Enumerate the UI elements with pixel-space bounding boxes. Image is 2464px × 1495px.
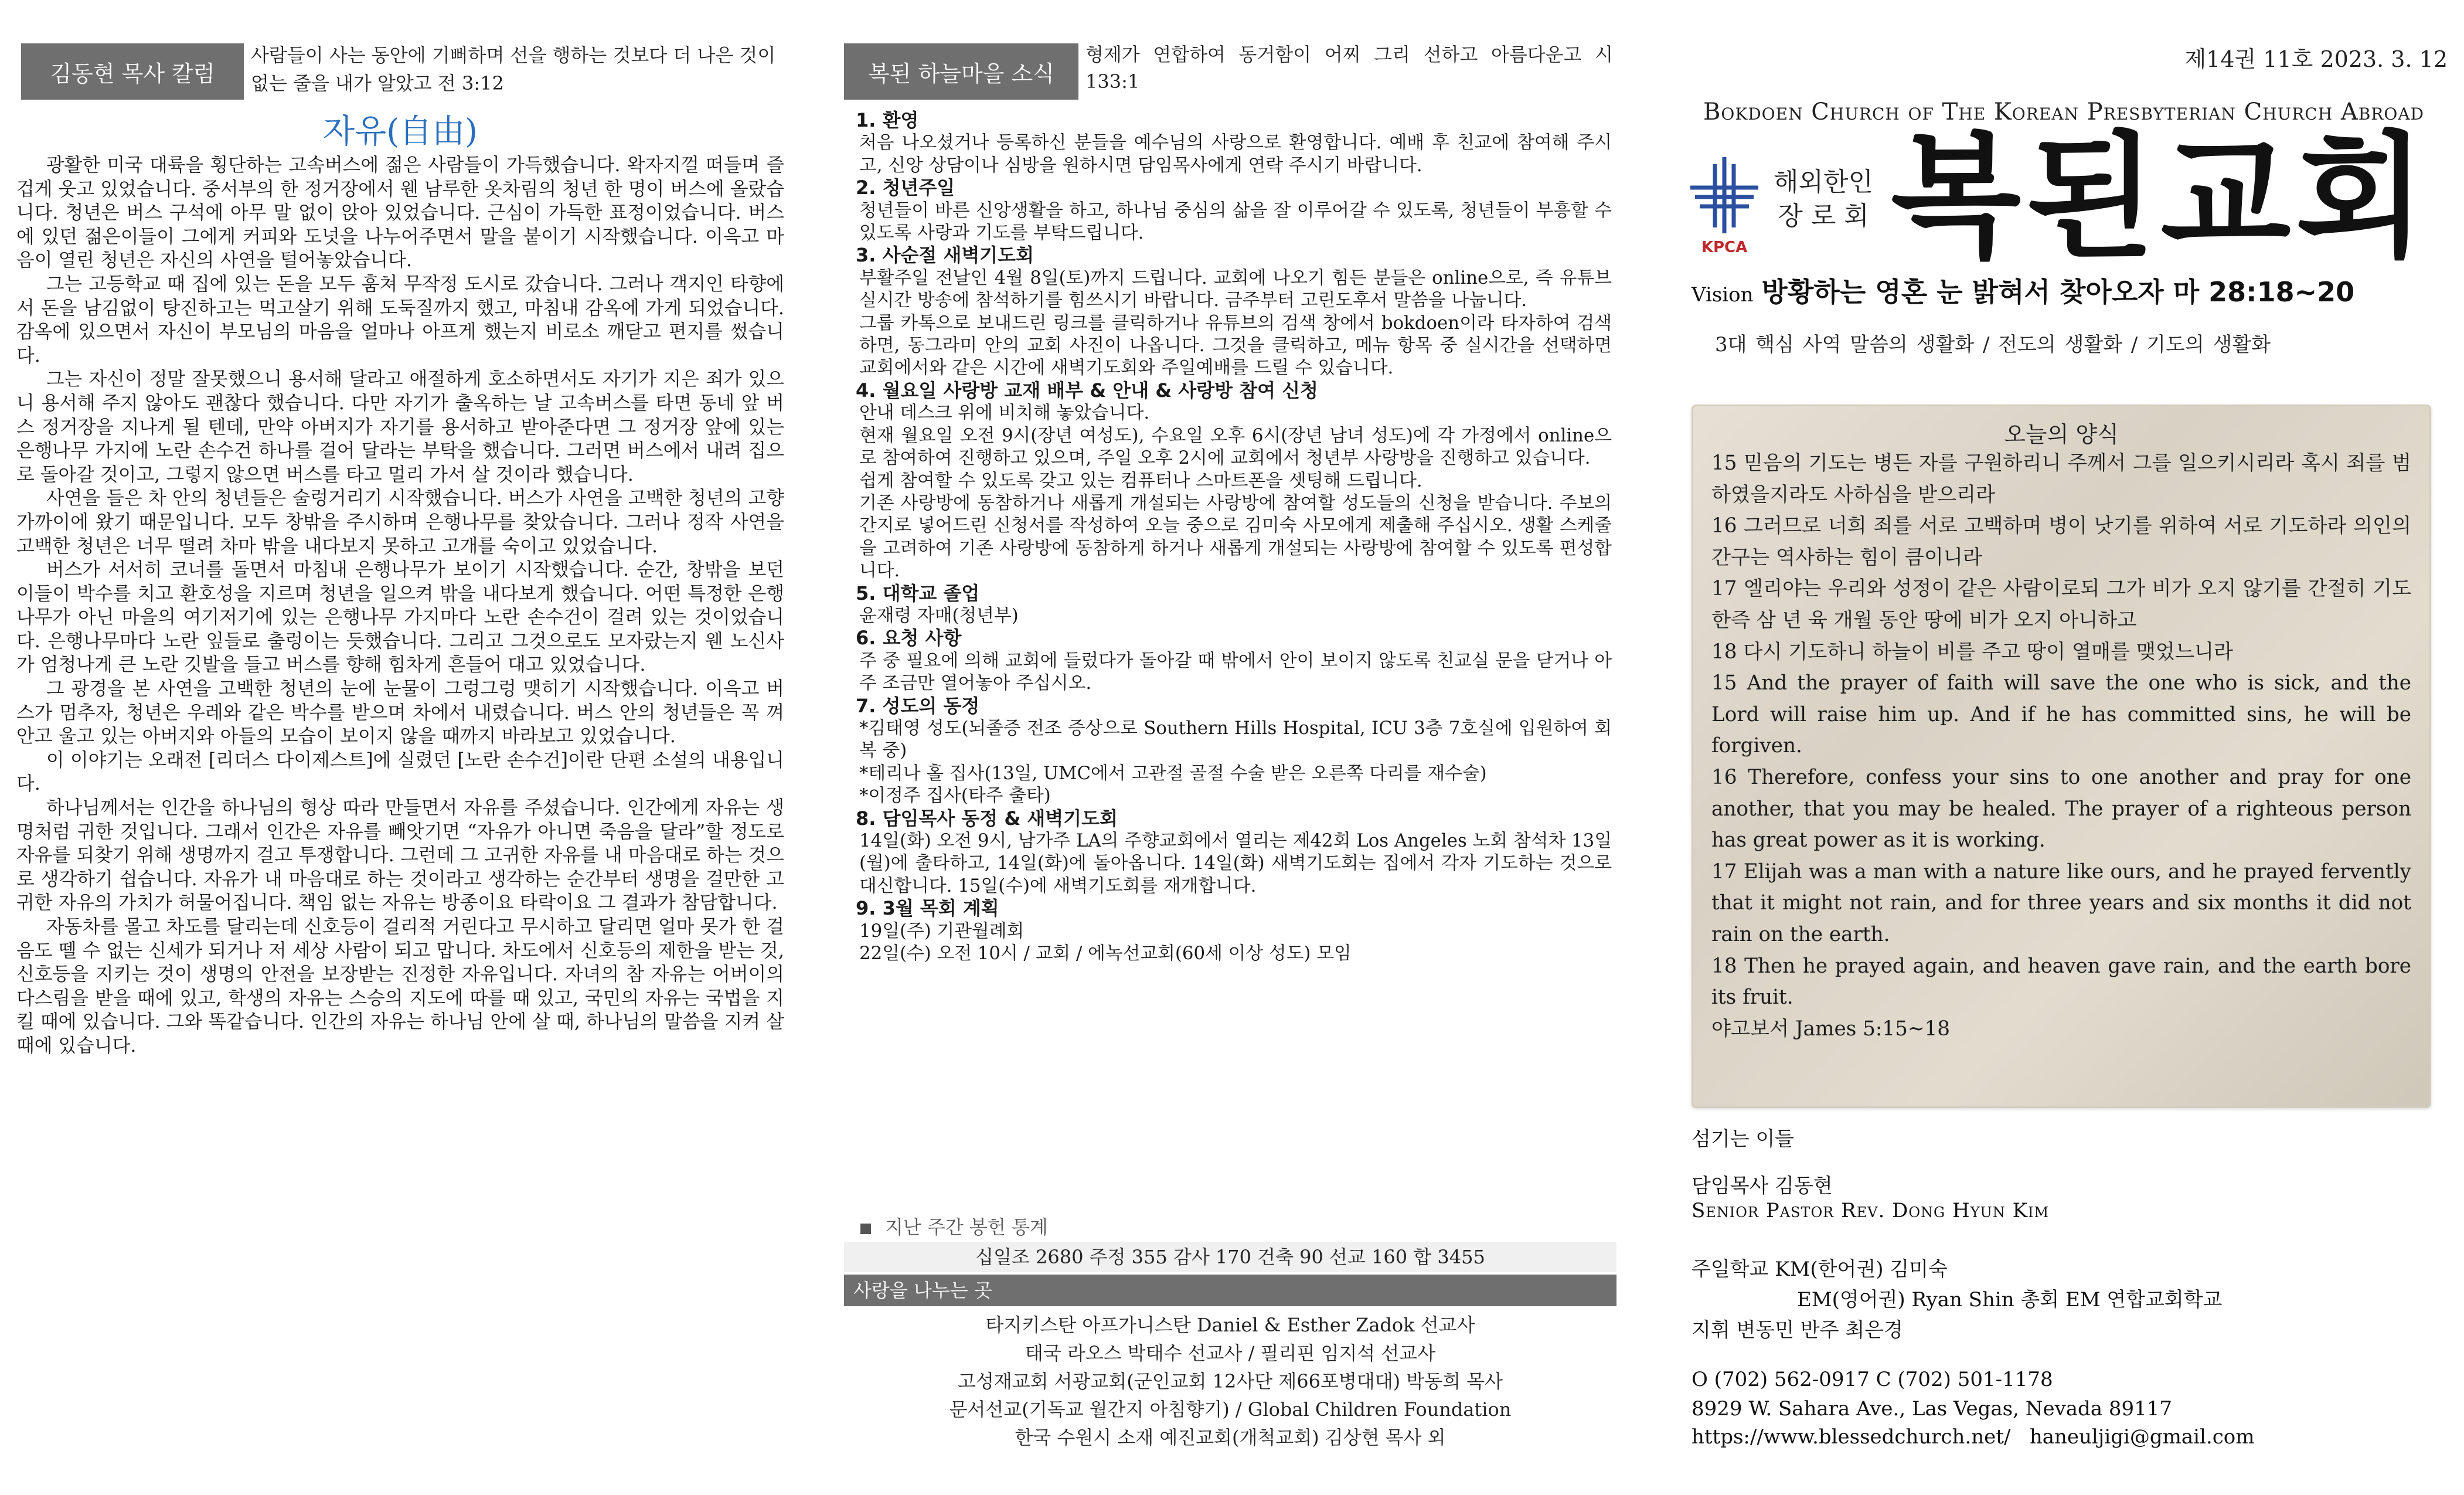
news-quote: 형제가 연합하여 동거함이 어찌 그리 선하고 아름다운고 시 133:1 — [1085, 43, 1613, 93]
verse: 15 And the prayer of faith will save the one who is sick, and the Lord will raise him up. And if he has committed sins, he will be forgiven. — [1711, 671, 2411, 758]
denomination-line: 해외한인 — [1774, 167, 1874, 197]
news-item-graduation — [856, 582, 1612, 627]
verse: 16 그러므로 너희 죄를 서로 고백하며 병이 낫기를 위하여 서로 기도하라 의인의 간구는 역사하는 힘이 큼이니라 — [1711, 514, 2411, 569]
paragraph: 그는 자신이 정말 잘못했으니 용서해 달라고 애절하게 호소하면서도 자기가 지은 죄가 있으니 용서해 주지 않아도 괜찮다 했습니다. 다만 자기가 출옥하는 날 고속버스를 타면 동네 앞 버스 정거장을 지나게 될 텐데, 만약 아버지가 자기를 용서하고 받아준다면 그 정거장 앞에 있는 은행나무 가지에 노란 손수건 하나를 걸어 달라는 부탁을 했습니다. 그러면 버스에서 내려 집으로 돌아갈 것이고, 그렇지 않으면 버스를 타고 멀리 가서 살 것이라 했습니다. — [16, 368, 784, 485]
news-item-text: 처음 나오셨거나 등록하신 분들을 예수님의 사랑으로 환영합니다. 예배 후 친교에 참여해 주시고, 신앙 상담이나 심방을 원하시면 담임목사에게 연락 주시기 바랍니다. — [859, 132, 1612, 176]
paragraph: 이 이야기는 오래전 [리더스 다이제스트]에 실렸던 [노란 손수건]이란 단편 소설의 내용입니다. — [16, 749, 784, 795]
news-item-text: 22일(수) 오전 10시 / 교회 / 에녹선교회(60세 이상 성도) 모임 — [859, 943, 1352, 964]
paragraph: 자동차를 몰고 차도를 달리는데 신호등이 걸리적 거린다고 무시하고 달리면 얼마 못가 한 걸음도 뗄 수 없는 신세가 되거나 저 세상 사람이 되고 맙니다. 차도에서 신호등의 제한을 받는 것, 신호등을 지키는 것이 생명의 안전을 보장받는 진정한 자유입니다. 자녀의 참 자유는 어버이의 다스림을 받을 때에 있고, 학생의 자유는 스승의 지도에 따를 때 있고, 국민의 자유는 국법을 지킬 때에 있습니다. 그와 똑같습니다. 인간의 자유는 하나님 안에 살 때, 하나님의 말씀을 지켜 살 때에 있습니다. — [16, 916, 784, 1056]
phone-numbers: O (702) 562-0917 C (702) 501-1178 — [1692, 1368, 2053, 1391]
news-item-title: 3. 사순절 새벽기도회 — [856, 244, 1034, 267]
denomination-line: 장 로 회 — [1778, 201, 1869, 231]
news-item-text: 안내 데스크 위에 비치해 놓았습니다. — [859, 402, 1150, 424]
news-item-members-news — [856, 695, 1612, 807]
news-item-lent-dawn-prayer — [856, 244, 1612, 379]
daily-bread-verses — [1711, 448, 2411, 1045]
news-item-text: 기존 사랑방에 동참하거나 새롭게 개설되는 사랑방에 참여할 성도들의 신청을 받습니다. 주보의 간지로 넣어드린 신청서를 작성하여 오늘 중으로 김미숙 사모에게 제출해 주십시오. 생활 스케줄을 고려하여 기존 사랑방에 동참하게 하거나 새롭게 개설되는 사랑방에 참여할 수 있도록 편성합니다. — [859, 492, 1612, 582]
news-item-text: 현재 월요일 오전 9시(장년 여성도), 수요일 오후 6시(장년 남녀 성도)에 각 가정에서 online으로 참여하여 진행하고 있으며, 주일 오후 2시에 교회에서 청년부 사랑방을 진행하고 있습니다. — [859, 424, 1612, 469]
column-title: 자유(自由) — [323, 113, 478, 151]
news-item-title: 8. 담임목사 동정 & 새벽기도회 — [856, 807, 1118, 830]
news-item-text: 부활주일 전날인 4월 8일(토)까지 드립니다. 교회에 나오기 힘든 분들은 online으로, 즉 유튜브 실시간 방송에 참석하기를 힘쓰시기 바랍니다. 금주부터 고린도후서 말씀을 나눕니다. — [859, 267, 1612, 311]
music-staff: 지휘 변동민 반주 최은경 — [1692, 1319, 1903, 1342]
news-item-text: 그룹 카톡으로 보내드린 링크를 클릭하거나 유튜브의 검색 창에서 bokdoen이라 타자하여 검색하면, 동그라미 안의 교회 사진이 나옵니다. 그것을 클릭하고, 메뉴 항목 중 실시간을 선택하면 교회에서와 같은 시간에 새벽기도회와 주일예배를 드릴 수 있습니다. — [859, 312, 1612, 379]
news-item-text: 14일(화) 오전 9시, 남가주 LA의 주향교회에서 열리는 제42회 Los Angeles 노회 참석차 13일(월)에 출타하고, 14일(화)에 돌아옵니다. 14일(화) 새벽기도회는 집에서 각자 기도하는 것으로 대신합니다. 15일(수)에 새벽기도회를 재개합니다. — [859, 830, 1612, 896]
news-item-title: 1. 환영 — [856, 109, 919, 131]
verse: 18 Then he prayed again, and heaven gave rain, and the earth bore its fruit. — [1711, 954, 2411, 1010]
news-item-welcome — [856, 109, 1612, 176]
news-item-sarangbang — [856, 379, 1612, 582]
news-item-text: 쉽게 참여할 수 있도록 갖고 있는 컴퓨터나 스마트폰을 셋팅해 드립니다. — [859, 470, 1422, 491]
church-english-name: Bokdoen Church of The Korean Presbyterian Church Abroad — [1703, 98, 2425, 125]
sunday-school-km: 주일학교 KM(한어권) 김미숙 — [1692, 1258, 1948, 1281]
verse-reference: 야고보서 James 5:15~18 — [1711, 1017, 1951, 1041]
kpca-logo-text: KPCA — [1701, 239, 1748, 256]
news-item-title: 9. 3월 목회 계획 — [856, 897, 999, 920]
square-bullet-icon — [860, 1224, 871, 1234]
paragraph: 광활한 미국 대륙을 횡단하는 고속버스에 젊은 사람들이 가득했습니다. 왁자지껄 떠들며 즐겁게 웃고 있었습니다. 중서부의 한 정거장에서 웬 남루한 옷차림의 청년 한 명이 버스에 올랐습니다. 청년은 버스 구석에 아무 말 없이 앉아 있었습니다. 근심이 가득한 표정이었습니다. 버스에 있던 젊은이들이 그에게 커피와 도넛을 나누어주면서 말을 붙이기 시작했습니다. 이윽고 마음이 열린 청년은 자신의 사연을 털어놓았습니다. — [16, 154, 784, 271]
column-body — [16, 154, 784, 1058]
news-item-pastor-news — [856, 807, 1612, 898]
news-item-title: 7. 성도의 동정 — [856, 694, 980, 717]
church-address: 8929 W. Sahara Ave., Las Vegas, Nevada 89117 — [1692, 1397, 2173, 1421]
contact-links — [1692, 1425, 2254, 1449]
senior-pastor-ko: 담임목사 김동현 — [1692, 1174, 1833, 1198]
mission-support-list — [844, 1311, 1616, 1452]
offering-stats-label — [860, 1212, 1048, 1239]
column-tag: 김동현 목사 칼럼 — [21, 43, 244, 100]
news-item-march-plan — [856, 897, 1612, 964]
staff-title: 섬기는 이들 — [1692, 1127, 1795, 1151]
daily-bread-title: 오늘의 양식 — [2004, 422, 2119, 447]
daily-bread-box — [1692, 405, 2431, 1108]
news-item-text: 윤재령 자매(청년부) — [859, 604, 1019, 626]
mission-support-header: 사랑을 나누는 곳 — [844, 1275, 1616, 1306]
news-item-text: *이정주 집사(타주 출타) — [859, 785, 1051, 807]
news-item-request — [856, 627, 1612, 694]
column-header — [16, 41, 784, 106]
paragraph: 그는 고등학교 때 집에 있는 돈을 모두 훔쳐 무작정 도시로 갔습니다. 그러나 객지인 타향에서 돈을 남김없이 탕진하고는 먹고살기 위해 도둑질까지 했고, 마침내 감옥에 가게 되었습니다. 감옥에 있으면서 자신이 부모님의 마음을 얼마나 아프게 했는지 비로소 깨닫고 편지를 썼습니다. — [16, 273, 784, 366]
vision-label: Vision — [1692, 283, 1754, 307]
verse: 15 믿음의 기도는 병든 자를 구원하리니 주께서 그를 일으키시리라 혹시 죄를 범하였을지라도 사하심을 받으리라 — [1711, 451, 2411, 507]
news-item-youth-sunday — [856, 176, 1612, 244]
denomination-name — [1774, 165, 1873, 233]
offering-stats: 십일조 2680 주정 355 감사 170 건축 90 선교 160 합 3455 — [844, 1242, 1616, 1272]
news-item-title: 4. 월요일 사랑방 교재 배부 & 안내 & 사랑방 참여 신청 — [856, 379, 1318, 402]
senior-pastor-en: Senior Pastor Rev. Dong Hyun Kim — [1692, 1199, 2050, 1222]
news-item-text: 청년들이 바른 신앙생활을 하고, 하나님 중심의 삶을 잘 이루어갈 수 있도록, 청년들이 부흥할 수 있도록 사랑과 기도를 부탁드립니다. — [859, 199, 1612, 244]
paragraph: 버스가 서서히 코너를 돌면서 마침내 은행나무가 보이기 시작했습니다. 순간, 창밖을 보던 이들이 박수를 치고 환호성을 지르며 청년을 일으켜 밖을 내다보게 했습니다. 어떤 특정한 은행나무가 아닌 마을의 여기저기에 있는 은행나무 가지마다 노란 손수건이 걸려 있는 것이었습니다. 은행나무마다 노란 잎들로 출렁이는 듯했습니다. 그리고 그것으로도 모자랐는지 웬 노신사가 엄청나게 큰 노란 깃발을 들고 버스를 향해 힘차게 흔들어 대고 있었습니다. — [16, 559, 784, 676]
list-item: 타지키스탄 아프가니스탄 Daniel & Esther Zadok 선교사 — [985, 1314, 1475, 1336]
vision-statement — [1692, 271, 2354, 310]
list-item: 태국 라오스 박태수 선교사 / 필리핀 임지석 선교사 — [1025, 1342, 1436, 1364]
verse: 17 엘리야는 우리와 성정이 같은 사람이로되 그가 비가 오지 않기를 간절히 기도한즉 삼 년 육 개월 동안 땅에 비가 오지 아니하고 — [1711, 577, 2411, 632]
news-header — [844, 41, 1616, 106]
paragraph: 사연을 들은 차 안의 청년들은 술렁거리기 시작했습니다. 버스가 사연을 고백한 청년의 고향 가까이에 왔기 때문입니다. 모두 창밖을 주시하며 은행나무를 찾았습니다. 그러나 정작 사연을 고백한 청년은 너무 떨려 차마 밖을 내다보지 못하고 고개를 숙이고 있었습니다. — [16, 487, 784, 557]
core-ministries: 3대 핵심 사역 말씀의 생활화 / 전도의 생활화 / 기도의 생활화 — [1715, 333, 2271, 356]
verse: 17 Elijah was a man with a nature like ours, and he prayed fervently that it might not rain, and for three years and six months it did not rain on the earth. — [1711, 859, 2411, 946]
list-item: 한국 수원시 소재 예진교회(개척교회) 김상현 목사 외 — [1015, 1426, 1446, 1449]
news-tag: 복된 하늘마을 소식 — [844, 43, 1078, 100]
church-korean-name: 복된교회 — [1891, 120, 2431, 276]
news-list — [856, 109, 1612, 964]
news-item-text: *테리나 홀 집사(13일, UMC에서 고관절 골절 수술 받은 오른쪽 다리를 재수술) — [859, 762, 1487, 784]
offering-stats-label-text: 지난 주간 봉헌 통계 — [885, 1216, 1048, 1238]
list-item: 문서선교(기독교 월간지 아침향기) / Global Children Foundation — [949, 1398, 1512, 1421]
news-item-title: 5. 대학교 졸업 — [856, 582, 980, 604]
verse: 16 Therefore, confess your sins to one another and pray for one another, that you may be healed. The prayer of a righteous person has great power as it is working. — [1711, 765, 2411, 852]
list-item: 고성재교회 서광교회(군인교회 12사단 제66포병대대) 박동희 목사 — [957, 1370, 1503, 1392]
news-item-text: *김태영 성도(뇌졸증 전조 증상으로 Southern Hills Hospital, ICU 3층 7호실에 입원하여 회복 중) — [859, 717, 1612, 762]
news-item-text: 19일(주) 기관월례회 — [859, 920, 1025, 942]
news-item-title: 2. 청년주일 — [856, 176, 955, 199]
news-item-title: 6. 요청 사항 — [856, 627, 962, 650]
column-quote: 사람들이 사는 동안에 기뻐하며 선을 행하는 것보다 더 나은 것이 없는 줄을 내가 알았고 전 3:12 — [251, 44, 776, 94]
issue-info: 제14권 11호 2023. 3. 12 — [2184, 46, 2448, 72]
kpca-cross-logo — [1683, 151, 1765, 257]
email-link[interactable]: haneuljigi@gmail.com — [2029, 1425, 2255, 1449]
paragraph: 하나님께서는 인간을 하나님의 형상 따라 만들면서 자유를 주셨습니다. 인간에게 자유는 생명처럼 귀한 것입니다. 그래서 인간은 자유를 빼앗기면 “자유가 아니면 죽음을 달라”할 정도로 자유를 되찾기 위해 생명까지 걸고 투쟁합니다. 그런데 그 고귀한 자유를 내 마음대로 하는 것으로 생각하기 쉽습니다. 자유가 내 마음대로 하는 것이라고 생각하는 순간부터 생명을 걸만한 고귀한 자유의 가치가 허물어집니다. 책임 없는 자유는 방종이요 타락이요 그 결과가 참담합니다. — [16, 797, 784, 914]
sunday-school-em: EM(영어권) Ryan Shin 총회 EM 연합교회학교 — [1797, 1288, 2223, 1311]
vision-text: 방황하는 영혼 눈 밝혀서 찾아오자 마 28:18~20 — [1761, 276, 2355, 308]
news-item-text: 주 중 필요에 의해 교회에 들렀다가 돌아갈 때 밖에서 안이 보이지 않도록 친교실 문을 닫거나 아주 조금만 열어놓아 주십시오. — [859, 650, 1612, 694]
website-link[interactable]: https://www.blessedchurch.net/ — [1692, 1425, 2011, 1449]
paragraph: 그 광경을 본 사연을 고백한 청년의 눈에 눈물이 그렁그렁 맺히기 시작했습니다. 이윽고 버스가 멈추자, 청년은 우레와 같은 박수를 받으며 차에서 내렸습니다. 버스 안의 청년들은 꼭 껴안고 울고 있는 아버지와 아들의 모습이 보이지 않을 때까지 바라보고 있었습니다. — [16, 678, 784, 748]
verse: 18 다시 기도하니 하늘이 비를 주고 땅이 열매를 맺었느니라 — [1711, 640, 2234, 664]
